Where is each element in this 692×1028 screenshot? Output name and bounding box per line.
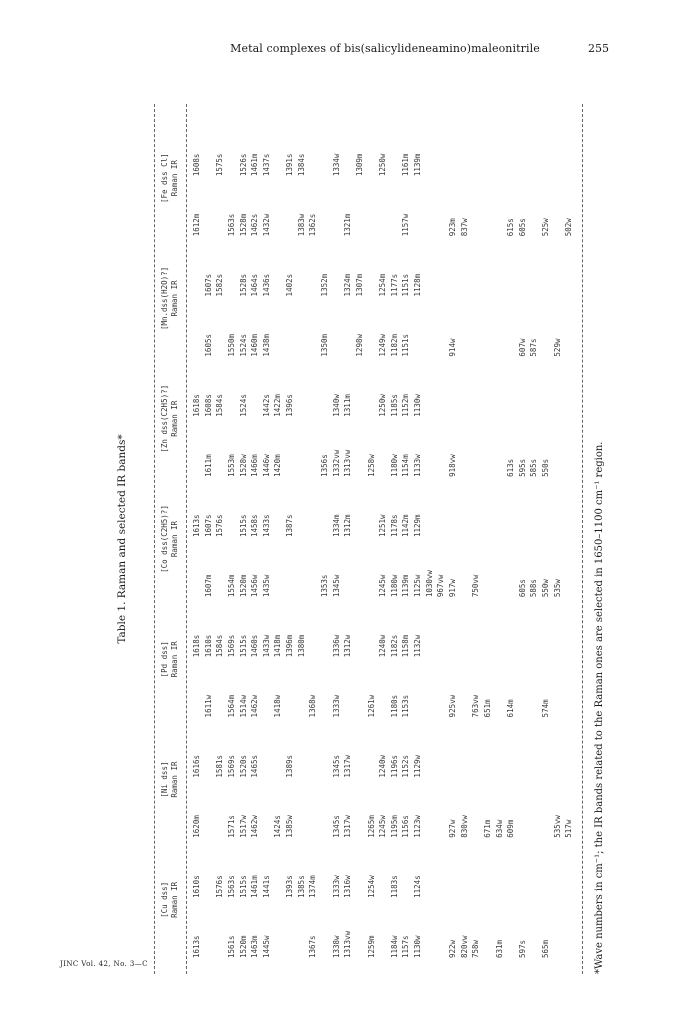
column-header — [160, 719, 180, 839]
table-cell: 1393s — [285, 875, 295, 898]
table-cell: 1582s — [215, 273, 225, 297]
table-cell: 1432w — [261, 213, 271, 237]
table-cell: 1514w — [238, 694, 248, 718]
table-cell: 1520s — [238, 755, 248, 778]
table-cell: 1125w — [413, 574, 423, 598]
table-cell: 1180w — [389, 574, 399, 598]
table-cell: 763vw — [471, 694, 481, 718]
table-cell: 927w — [448, 819, 457, 838]
table-cell: 1380m — [296, 634, 306, 658]
table-cell: 1553m — [226, 454, 236, 477]
table-cell: 1433w — [261, 634, 271, 658]
table-cell: 1611m — [203, 454, 213, 477]
table-cell: 1463m — [250, 935, 260, 958]
table-cell: 631m — [494, 939, 504, 958]
table-cell: 1332vw — [331, 449, 341, 477]
table-cell: 1374m — [308, 875, 318, 898]
table-cell: 1464s — [250, 273, 260, 297]
table-cell: 1436s — [261, 273, 271, 297]
table-caption: Table 1. Raman and selected IR bands* — [116, 434, 128, 644]
table-cell: 1524s — [238, 394, 248, 417]
table-cell: 1182s — [389, 634, 399, 658]
table-cell: 613s — [506, 458, 516, 477]
table-cell: 574m — [541, 699, 551, 718]
table-cell: 1251w — [378, 514, 388, 537]
table-cell: 1616s — [192, 755, 201, 778]
table-cell: 1391s — [285, 153, 295, 177]
table-cell: 1462w — [250, 694, 260, 718]
table-cell: 1152m — [401, 394, 411, 417]
table-cell: 1336w — [331, 634, 341, 658]
table-cell: 1584s — [215, 634, 225, 658]
column-subheader: Raman IR — [170, 280, 179, 317]
table-cell: 1418w — [273, 694, 283, 718]
table-cell: 1258w — [366, 454, 376, 477]
table-cell: 1387s — [285, 514, 295, 537]
table-cell: 1607m — [203, 574, 213, 598]
column-header — [160, 238, 180, 358]
table-cell: 1156s — [401, 815, 411, 838]
table-cell: 1389s — [285, 755, 295, 778]
table-cell: 1130w — [413, 394, 423, 417]
table-cell: 1182m — [389, 334, 399, 357]
table-cell: 1250w — [378, 394, 388, 417]
table-cell: 1607s — [203, 273, 213, 297]
table-cell: 1460s — [250, 634, 260, 658]
compound-name: [Fe dss Cl] — [160, 153, 169, 203]
table-cell: 1613s — [192, 514, 201, 537]
table-cell: 758w — [471, 939, 481, 958]
table-cell: 1245w — [378, 815, 388, 838]
table-cell: 1261w — [366, 694, 376, 718]
table-cell: 585s — [529, 458, 539, 477]
table-cell: 1576s — [215, 875, 225, 898]
table-cell: 1307m — [354, 273, 364, 297]
table-cell: 1526s — [238, 153, 248, 177]
table-cell: 605s — [517, 218, 527, 237]
compound-name: [Mn.dss(H2O)?] — [160, 266, 169, 331]
table-cell: 1133w — [413, 454, 423, 477]
table-cell: 1446w — [261, 454, 271, 477]
table-cell: 1151s — [401, 334, 411, 357]
table-cell: 1563s — [226, 213, 236, 237]
table-cell: 922w — [448, 939, 457, 958]
table-cell: 1605s — [203, 334, 213, 357]
column-header — [160, 479, 180, 599]
table-cell: 1254m — [378, 273, 388, 297]
table-cell: 750vw — [471, 574, 481, 598]
table-cell: 517w — [564, 819, 574, 838]
table-cell: 1345w — [331, 574, 341, 598]
table-cell: 1161m — [401, 153, 411, 177]
page-number: 255 — [588, 42, 609, 55]
column-header — [160, 599, 180, 719]
table-cell: 1316w — [343, 875, 353, 898]
table-cell: 1311m — [343, 394, 353, 417]
table-cell: 1462s — [250, 213, 260, 237]
table-top-rule — [154, 104, 155, 974]
column-subheader: Raman IR — [170, 400, 179, 437]
table-cell: 1195m — [389, 815, 399, 838]
table-cell: 597s — [517, 939, 527, 958]
table-cell: 830vw — [459, 815, 469, 838]
table-cell: 1515s — [238, 514, 248, 537]
table-cell: 1128m — [413, 273, 423, 297]
table-cell: 535w — [552, 579, 562, 598]
rotated-table-region — [98, 104, 618, 974]
table-cell: 1250w — [378, 153, 388, 177]
table-cell: 1520m — [238, 935, 248, 958]
column-header — [160, 840, 180, 960]
table-cell: 588s — [529, 579, 539, 598]
table-cell: 1333w — [331, 875, 341, 898]
table-cell: 1458s — [250, 514, 260, 537]
table-cell: 1265m — [366, 815, 376, 838]
table-cell: 1569s — [226, 634, 236, 658]
table-cell: 595s — [517, 458, 527, 477]
table-cell: 1139m — [401, 574, 411, 598]
table-cell: 1178s — [389, 514, 399, 537]
table-cell: 615s — [506, 218, 516, 237]
table-cell: 1030vw — [424, 570, 434, 598]
table-cell: 1338w — [331, 935, 341, 958]
table-cell: 1564m — [226, 694, 236, 718]
table-cell: 1345s — [331, 755, 341, 778]
table-cell: 1245w — [378, 574, 388, 598]
column-subheader: Raman IR — [170, 641, 179, 678]
table-cell: 1528m — [238, 213, 248, 237]
table-cell: 1618s — [192, 394, 201, 417]
table-cell: 1317w — [343, 815, 353, 838]
table-cell: 1129m — [413, 514, 423, 537]
table-cell: 607w — [517, 338, 527, 357]
table-footnote: *Wave numbers in cm⁻¹; the IR bands related to the Raman ones are selected in 1650–1100 cm⁻¹ region. — [594, 441, 605, 974]
table-cell: 1424s — [273, 815, 283, 838]
table-cell: 1466m — [250, 454, 260, 477]
table-cell: 1613s — [192, 935, 201, 958]
table-cell: 1333w — [331, 694, 341, 718]
table-cell: 605s — [517, 579, 527, 598]
table-cell: 1611w — [203, 694, 213, 718]
table-cell: 1183s — [389, 875, 399, 898]
table-cell: 1353s — [320, 574, 329, 598]
column-subheader: Raman IR — [170, 761, 179, 798]
table-cell: 1442s — [261, 394, 271, 417]
table-cell: 1561s — [226, 935, 236, 958]
table-cell: 1312m — [343, 514, 353, 537]
table-cell: 529w — [552, 338, 562, 357]
table-cell: 1437s — [261, 153, 271, 177]
table-body — [98, 104, 618, 974]
table-cell: 550s — [541, 458, 551, 477]
table-cell: 925vw — [448, 694, 457, 718]
table-cell: 1157w — [401, 213, 411, 237]
table-cell: 1461m — [250, 875, 260, 898]
table-cell: 1435w — [261, 574, 271, 598]
table-cell: 1438m — [261, 334, 271, 357]
table-cell: 1528w — [238, 454, 248, 477]
table-cell: 614m — [506, 699, 516, 718]
table-cell: 1157s — [401, 935, 411, 958]
table-cell: 651m — [482, 699, 492, 718]
table-cell: 1142m — [401, 514, 411, 537]
table-cell: 1576s — [215, 514, 225, 537]
table-cell: 1554m — [226, 574, 236, 598]
table-cell: 1520m — [238, 574, 248, 598]
table-cell: 1384s — [296, 153, 306, 177]
table-cell: 1607s — [203, 514, 213, 537]
table-cell: 1550m — [226, 334, 236, 357]
table-cell: 1129w — [413, 755, 423, 778]
table-cell: 1402s — [285, 273, 295, 297]
table-cell: 587s — [529, 338, 539, 357]
table-cell: 1158m — [401, 634, 411, 658]
table-header-rule — [186, 104, 187, 974]
table-cell: 1575s — [215, 153, 225, 177]
table-cell: 1350m — [320, 334, 329, 357]
table-cell: 1152s — [401, 755, 411, 778]
compound-name: [Pd dss] — [160, 641, 169, 678]
table-cell: 671m — [482, 819, 492, 838]
journal-reference: JINC Vol. 42, No. 3—C — [60, 960, 148, 968]
table-cell: 535vw — [552, 815, 562, 838]
table-bottom-rule — [582, 104, 583, 974]
table-cell: 1368w — [308, 694, 318, 718]
table-cell: 1180w — [389, 454, 399, 477]
table-cell: 1309m — [354, 153, 364, 177]
table-cell: 1441s — [261, 875, 271, 898]
compound-name: [Ni dss] — [160, 761, 169, 798]
table-cell: 1445w — [261, 935, 271, 958]
table-cell: 1396s — [285, 394, 295, 417]
table-cell: 1313vw — [343, 449, 353, 477]
table-cell: 1610s — [192, 875, 201, 898]
table-cell: 1254w — [366, 875, 376, 898]
table-cell: 1177s — [389, 273, 399, 297]
table-cell: 1418m — [273, 634, 283, 658]
table-cell: 1321m — [343, 213, 353, 237]
table-cell: 1240w — [378, 755, 388, 778]
table-cell: 1334m — [331, 514, 341, 537]
table-cell: 1240w — [378, 634, 388, 658]
table-cell: 1196s — [389, 755, 399, 778]
table-cell: 917w — [448, 579, 457, 598]
table-cell: 1433s — [261, 514, 271, 537]
table-cell: 1151s — [401, 273, 411, 297]
table-cell: 1620m — [192, 815, 201, 838]
table-cell: 1132w — [413, 634, 423, 658]
table-cell: 1334w — [331, 153, 341, 177]
table-cell: 1185s — [389, 394, 399, 417]
compound-name: [Cu dss] — [160, 881, 169, 918]
column-subheader: Raman IR — [170, 520, 179, 558]
column-subheader: Raman IR — [170, 160, 179, 197]
table-cell: 1571s — [226, 815, 236, 838]
table-cell: 1608s — [192, 153, 201, 177]
table-cell: 565m — [541, 939, 551, 958]
table-cell: 820vw — [459, 935, 469, 958]
table-cell: 1367s — [308, 935, 318, 958]
table-cell: 1610s — [203, 634, 213, 658]
table-cell: 1324m — [343, 273, 353, 297]
table-cell: 1362s — [308, 213, 318, 237]
table-cell: 1139m — [413, 153, 423, 177]
table-cell: 550w — [541, 579, 551, 598]
table-cell: 1345s — [331, 815, 341, 838]
table-cell: 1352m — [320, 273, 329, 297]
table-cell: 1385w — [285, 815, 295, 838]
table-cell: 1612m — [192, 213, 201, 237]
column-subheader: Raman IR — [170, 881, 179, 918]
table-cell: 1340w — [331, 394, 341, 417]
table-cell: 1569s — [226, 755, 236, 778]
table-cell: 1313vw — [343, 930, 353, 958]
table-cell: 1528s — [238, 273, 248, 297]
table-cell: 1184w — [389, 935, 399, 958]
table-cell: 1515s — [238, 875, 248, 898]
table-cell: 1153s — [401, 694, 411, 718]
table-cell: 1461m — [250, 153, 260, 177]
table-cell: 1581s — [215, 755, 225, 778]
table-cell: 1420m — [273, 454, 283, 477]
table-cell: 914w — [448, 338, 457, 357]
table-cell: 1462w — [250, 815, 260, 838]
compound-name: [Zn dss(C2H5)?] — [160, 384, 169, 453]
table-cell: 1356s — [320, 454, 329, 477]
table-cell: 1385s — [296, 875, 306, 898]
table-cell: 1515s — [238, 634, 248, 658]
table-cell: 918vw — [448, 454, 457, 477]
table-cell: 1317w — [343, 755, 353, 778]
table-cell: 1312w — [343, 634, 353, 658]
table-cell: 1298w — [354, 334, 364, 357]
table-cell: 1456w — [250, 574, 260, 598]
compound-name: [Co dss(C2H5)?] — [160, 505, 169, 573]
table-cell: 1422m — [273, 394, 283, 417]
table-cell: 1524s — [238, 334, 248, 357]
table-cell: 1460m — [250, 334, 260, 357]
table-cell: 967vw — [436, 574, 446, 598]
table-cell: 1123w — [413, 815, 423, 838]
table-cell: 1465s — [250, 755, 260, 778]
table-cell: 1517w — [238, 815, 248, 838]
table-cell: 1180s — [389, 694, 399, 718]
table-cell: 837w — [459, 218, 469, 237]
table-cell: 923m — [448, 218, 457, 237]
table-cell: 1154m — [401, 454, 411, 477]
running-title: Metal complexes of bis(salicylideneamino)maleonitrile — [230, 42, 540, 55]
table-cell: 1396m — [285, 634, 295, 658]
table-cell: 1249w — [378, 334, 388, 357]
table-cell: 1563s — [226, 875, 236, 898]
table-cell: 634w — [494, 819, 504, 838]
table-cell: 1130w — [413, 935, 423, 958]
table-cell: 502w — [564, 218, 574, 237]
table-cell: 1259m — [366, 935, 376, 958]
column-header — [160, 359, 180, 479]
table-cell: 1608s — [203, 394, 213, 417]
table-cell: 1618s — [192, 634, 201, 658]
table-cell: 1383w — [296, 213, 306, 237]
table-cell: 525w — [541, 218, 551, 237]
table-cell: 1124s — [413, 875, 423, 898]
table-cell: 1584s — [215, 394, 225, 417]
table-cell: 609m — [506, 819, 516, 838]
column-header — [160, 118, 180, 238]
